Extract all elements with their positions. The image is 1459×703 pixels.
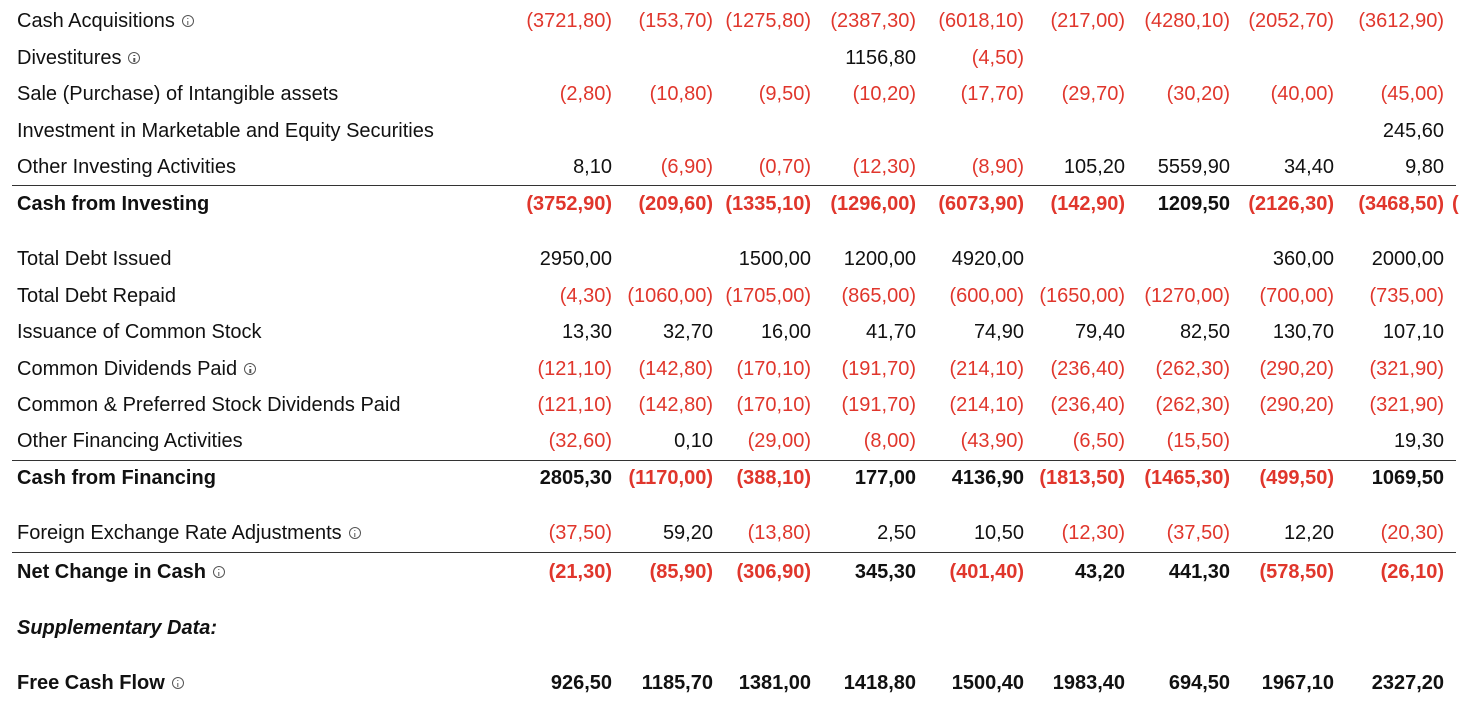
row-label-text: Other Financing Activities — [17, 430, 243, 452]
value-cell: 1500,00 — [738, 248, 811, 270]
value-cell: 345,30 — [854, 561, 916, 583]
table-row — [0, 387, 1456, 423]
value-cell: (578,50) — [1259, 561, 1334, 583]
value-cell: 130,70 — [1272, 321, 1334, 343]
value-cell: (29,70) — [1061, 83, 1125, 105]
value-cell: (214,10) — [949, 358, 1024, 380]
table-row — [0, 186, 1459, 222]
value-cell: (20,30) — [1380, 522, 1444, 544]
value-cell: (290,20) — [1259, 358, 1334, 380]
info-icon[interactable] — [182, 15, 194, 27]
row-label-text: Sale (Purchase) of Intangible assets — [17, 83, 339, 105]
row-label — [17, 278, 176, 314]
value-cell: (2052,70) — [1248, 10, 1334, 32]
value-cell: (306,90) — [736, 561, 811, 583]
table-row — [0, 554, 1456, 590]
value-cell: (13,80) — [747, 522, 811, 544]
row-label-text: Cash from Financing — [17, 467, 216, 489]
value-cell: (1465,30) — [1144, 467, 1230, 489]
value-cell: (32,60) — [548, 430, 612, 452]
value-cell: (217,00) — [1050, 10, 1125, 32]
value-cell: (3752,90) — [526, 193, 612, 215]
value-cell: (1650,00) — [1039, 285, 1125, 307]
row-label — [17, 515, 361, 551]
value-cell: (45,00) — [1380, 83, 1444, 105]
row-label-text: Other Investing Activities — [17, 156, 236, 178]
value-cell: 41,70 — [865, 321, 916, 343]
value-cell: (600,00) — [949, 285, 1024, 307]
row-divider — [12, 460, 1456, 461]
row-label-text: Investment in Marketable and Equity Securities — [17, 120, 434, 142]
value-cell: (142,90) — [1050, 193, 1125, 215]
value-cell: (1275,80) — [725, 10, 811, 32]
value-cell: 5559,90 — [1157, 156, 1230, 178]
value-cell: (321,90) — [1369, 394, 1444, 416]
row-divider — [12, 552, 1456, 553]
value-cell: (214,10) — [949, 394, 1024, 416]
value-cell: (0,70) — [758, 156, 811, 178]
clipped-column-glyph: ( — [1452, 193, 1459, 215]
value-cell: (236,40) — [1050, 394, 1125, 416]
value-cell: 4136,90 — [951, 467, 1024, 489]
value-cell: (142,80) — [638, 394, 713, 416]
row-label — [17, 554, 225, 590]
value-cell: 1418,80 — [843, 672, 916, 694]
value-cell: 10,50 — [973, 522, 1024, 544]
value-cell: 1209,50 — [1157, 193, 1230, 215]
value-cell: 12,20 — [1283, 522, 1334, 544]
row-label — [17, 665, 184, 701]
value-cell: (499,50) — [1259, 467, 1334, 489]
value-cell: 1967,10 — [1261, 672, 1334, 694]
row-label — [17, 423, 243, 459]
value-cell: (121,10) — [537, 394, 612, 416]
value-cell: 1500,40 — [951, 672, 1024, 694]
row-label-text: Total Debt Repaid — [17, 285, 176, 307]
table-row — [0, 314, 1456, 350]
row-divider — [12, 185, 1456, 186]
table-row — [0, 351, 1456, 387]
value-cell: 1185,70 — [641, 672, 713, 694]
row-label — [17, 149, 236, 185]
value-cell: 19,30 — [1393, 430, 1444, 452]
supplementary-data-heading: Supplementary Data: — [17, 617, 218, 639]
value-cell: (8,90) — [971, 156, 1024, 178]
row-label — [17, 314, 262, 350]
row-label — [17, 387, 401, 423]
row-label-text: Foreign Exchange Rate Adjustments — [17, 522, 342, 544]
value-cell: 926,50 — [550, 672, 612, 694]
value-cell: (191,70) — [841, 358, 916, 380]
value-cell: 43,20 — [1074, 561, 1125, 583]
row-label — [17, 241, 172, 277]
row-label — [17, 40, 140, 76]
value-cell: 107,10 — [1382, 321, 1444, 343]
table-row — [0, 3, 1456, 39]
row-label — [17, 113, 434, 149]
row-label — [17, 351, 256, 387]
table-row — [0, 665, 1456, 701]
value-cell: (12,30) — [852, 156, 916, 178]
info-icon[interactable] — [244, 363, 256, 375]
value-cell: (262,30) — [1155, 358, 1230, 380]
value-cell: 1381,00 — [738, 672, 811, 694]
value-cell: (17,70) — [960, 83, 1024, 105]
row-label-text: Issuance of Common Stock — [17, 321, 262, 343]
value-cell: 9,80 — [1405, 156, 1444, 178]
value-cell: (191,70) — [841, 394, 916, 416]
row-label-text: Divestitures — [17, 47, 122, 69]
table-row — [0, 113, 1456, 149]
value-cell: (2126,30) — [1248, 193, 1334, 215]
value-cell: (40,00) — [1270, 83, 1334, 105]
value-cell: (21,30) — [548, 561, 612, 583]
value-cell: 2327,20 — [1371, 672, 1444, 694]
table-row — [0, 76, 1456, 112]
value-cell: 82,50 — [1179, 321, 1230, 343]
info-icon[interactable] — [128, 52, 140, 64]
value-cell: (10,20) — [852, 83, 916, 105]
value-cell: (735,00) — [1369, 285, 1444, 307]
table-row — [0, 515, 1456, 551]
value-cell: (700,00) — [1259, 285, 1334, 307]
value-cell: (30,20) — [1166, 83, 1230, 105]
value-cell: 2,50 — [877, 522, 916, 544]
value-cell: (9,50) — [758, 83, 811, 105]
value-cell: 79,40 — [1074, 321, 1125, 343]
value-cell: (26,10) — [1380, 561, 1444, 583]
value-cell: 2000,00 — [1371, 248, 1444, 270]
table-row — [0, 423, 1456, 459]
value-cell: (388,10) — [736, 467, 811, 489]
value-cell: (4280,10) — [1144, 10, 1230, 32]
value-cell: (121,10) — [537, 358, 612, 380]
row-label-text: Common Dividends Paid — [17, 358, 238, 380]
info-icon[interactable] — [172, 677, 184, 689]
value-cell: (6073,90) — [938, 193, 1024, 215]
value-cell: (1335,10) — [725, 193, 811, 215]
value-cell: (401,40) — [949, 561, 1024, 583]
value-cell: (3612,90) — [1358, 10, 1444, 32]
value-cell: (170,10) — [736, 358, 811, 380]
value-cell: 4920,00 — [951, 248, 1024, 270]
value-cell: 2950,00 — [539, 248, 612, 270]
row-label-text: Total Debt Issued — [17, 248, 172, 270]
value-cell: (8,00) — [863, 430, 916, 452]
value-cell: (290,20) — [1259, 394, 1334, 416]
value-cell: (6,90) — [660, 156, 713, 178]
value-cell: (321,90) — [1369, 358, 1444, 380]
value-cell: (37,50) — [1166, 522, 1230, 544]
value-cell: (3468,50) — [1358, 193, 1444, 215]
value-cell: (1296,00) — [830, 193, 916, 215]
row-label-text: Net Change in Cash — [17, 561, 206, 583]
value-cell: (865,00) — [841, 285, 916, 307]
info-icon[interactable] — [349, 527, 361, 539]
value-cell: 360,00 — [1272, 248, 1334, 270]
value-cell: (170,10) — [736, 394, 811, 416]
value-cell: 32,70 — [662, 321, 713, 343]
value-cell: 34,40 — [1283, 156, 1334, 178]
table-row — [0, 40, 1456, 76]
row-label-text: Cash from Investing — [17, 193, 210, 215]
row-label-text: Free Cash Flow — [17, 672, 165, 694]
table-row — [0, 460, 1456, 496]
value-cell: (209,60) — [638, 193, 713, 215]
row-label-text: Common & Preferred Stock Dividends Paid — [17, 394, 401, 416]
value-cell: 441,30 — [1168, 561, 1230, 583]
value-cell: (85,90) — [649, 561, 713, 583]
value-cell: (6,50) — [1072, 430, 1125, 452]
row-label-text: Cash Acquisitions — [17, 10, 175, 32]
row-label — [17, 460, 216, 496]
value-cell: (262,30) — [1155, 394, 1230, 416]
table-row — [0, 278, 1456, 314]
value-cell: (1705,00) — [725, 285, 811, 307]
value-cell: 8,10 — [573, 156, 612, 178]
value-cell: 59,20 — [662, 522, 713, 544]
value-cell: 16,00 — [760, 321, 811, 343]
value-cell: (2,80) — [559, 83, 612, 105]
value-cell: (2387,30) — [830, 10, 916, 32]
value-cell: (1813,50) — [1039, 467, 1125, 489]
value-cell: (15,50) — [1166, 430, 1230, 452]
value-cell: (4,50) — [971, 47, 1024, 69]
value-cell: (29,00) — [747, 430, 811, 452]
value-cell: 177,00 — [854, 467, 916, 489]
value-cell: 1156,80 — [845, 47, 916, 69]
value-cell: 1983,40 — [1052, 672, 1125, 694]
value-cell: (153,70) — [638, 10, 713, 32]
value-cell: (37,50) — [548, 522, 612, 544]
value-cell: (142,80) — [638, 358, 713, 380]
value-cell: (1060,00) — [627, 285, 713, 307]
value-cell: 0,10 — [674, 430, 713, 452]
value-cell: 105,20 — [1063, 156, 1125, 178]
value-cell: 245,60 — [1382, 120, 1444, 142]
value-cell: (4,30) — [559, 285, 612, 307]
value-cell: (10,80) — [649, 83, 713, 105]
table-row — [0, 149, 1456, 185]
value-cell: (12,30) — [1061, 522, 1125, 544]
row-label — [17, 186, 209, 222]
value-cell: (6018,10) — [938, 10, 1024, 32]
value-cell: (236,40) — [1050, 358, 1125, 380]
value-cell: (1170,00) — [628, 467, 713, 489]
value-cell: (3721,80) — [526, 10, 612, 32]
value-cell: 13,30 — [561, 321, 612, 343]
value-cell: 1069,50 — [1371, 467, 1444, 489]
value-cell: (43,90) — [960, 430, 1024, 452]
value-cell: (1270,00) — [1144, 285, 1230, 307]
row-label — [17, 76, 338, 112]
value-cell: 1200,00 — [843, 248, 916, 270]
table-row — [0, 241, 1456, 277]
value-cell: 2805,30 — [539, 467, 612, 489]
info-icon[interactable] — [213, 566, 225, 578]
value-cell: 694,50 — [1168, 672, 1230, 694]
row-label — [17, 3, 194, 39]
value-cell: 74,90 — [973, 321, 1024, 343]
